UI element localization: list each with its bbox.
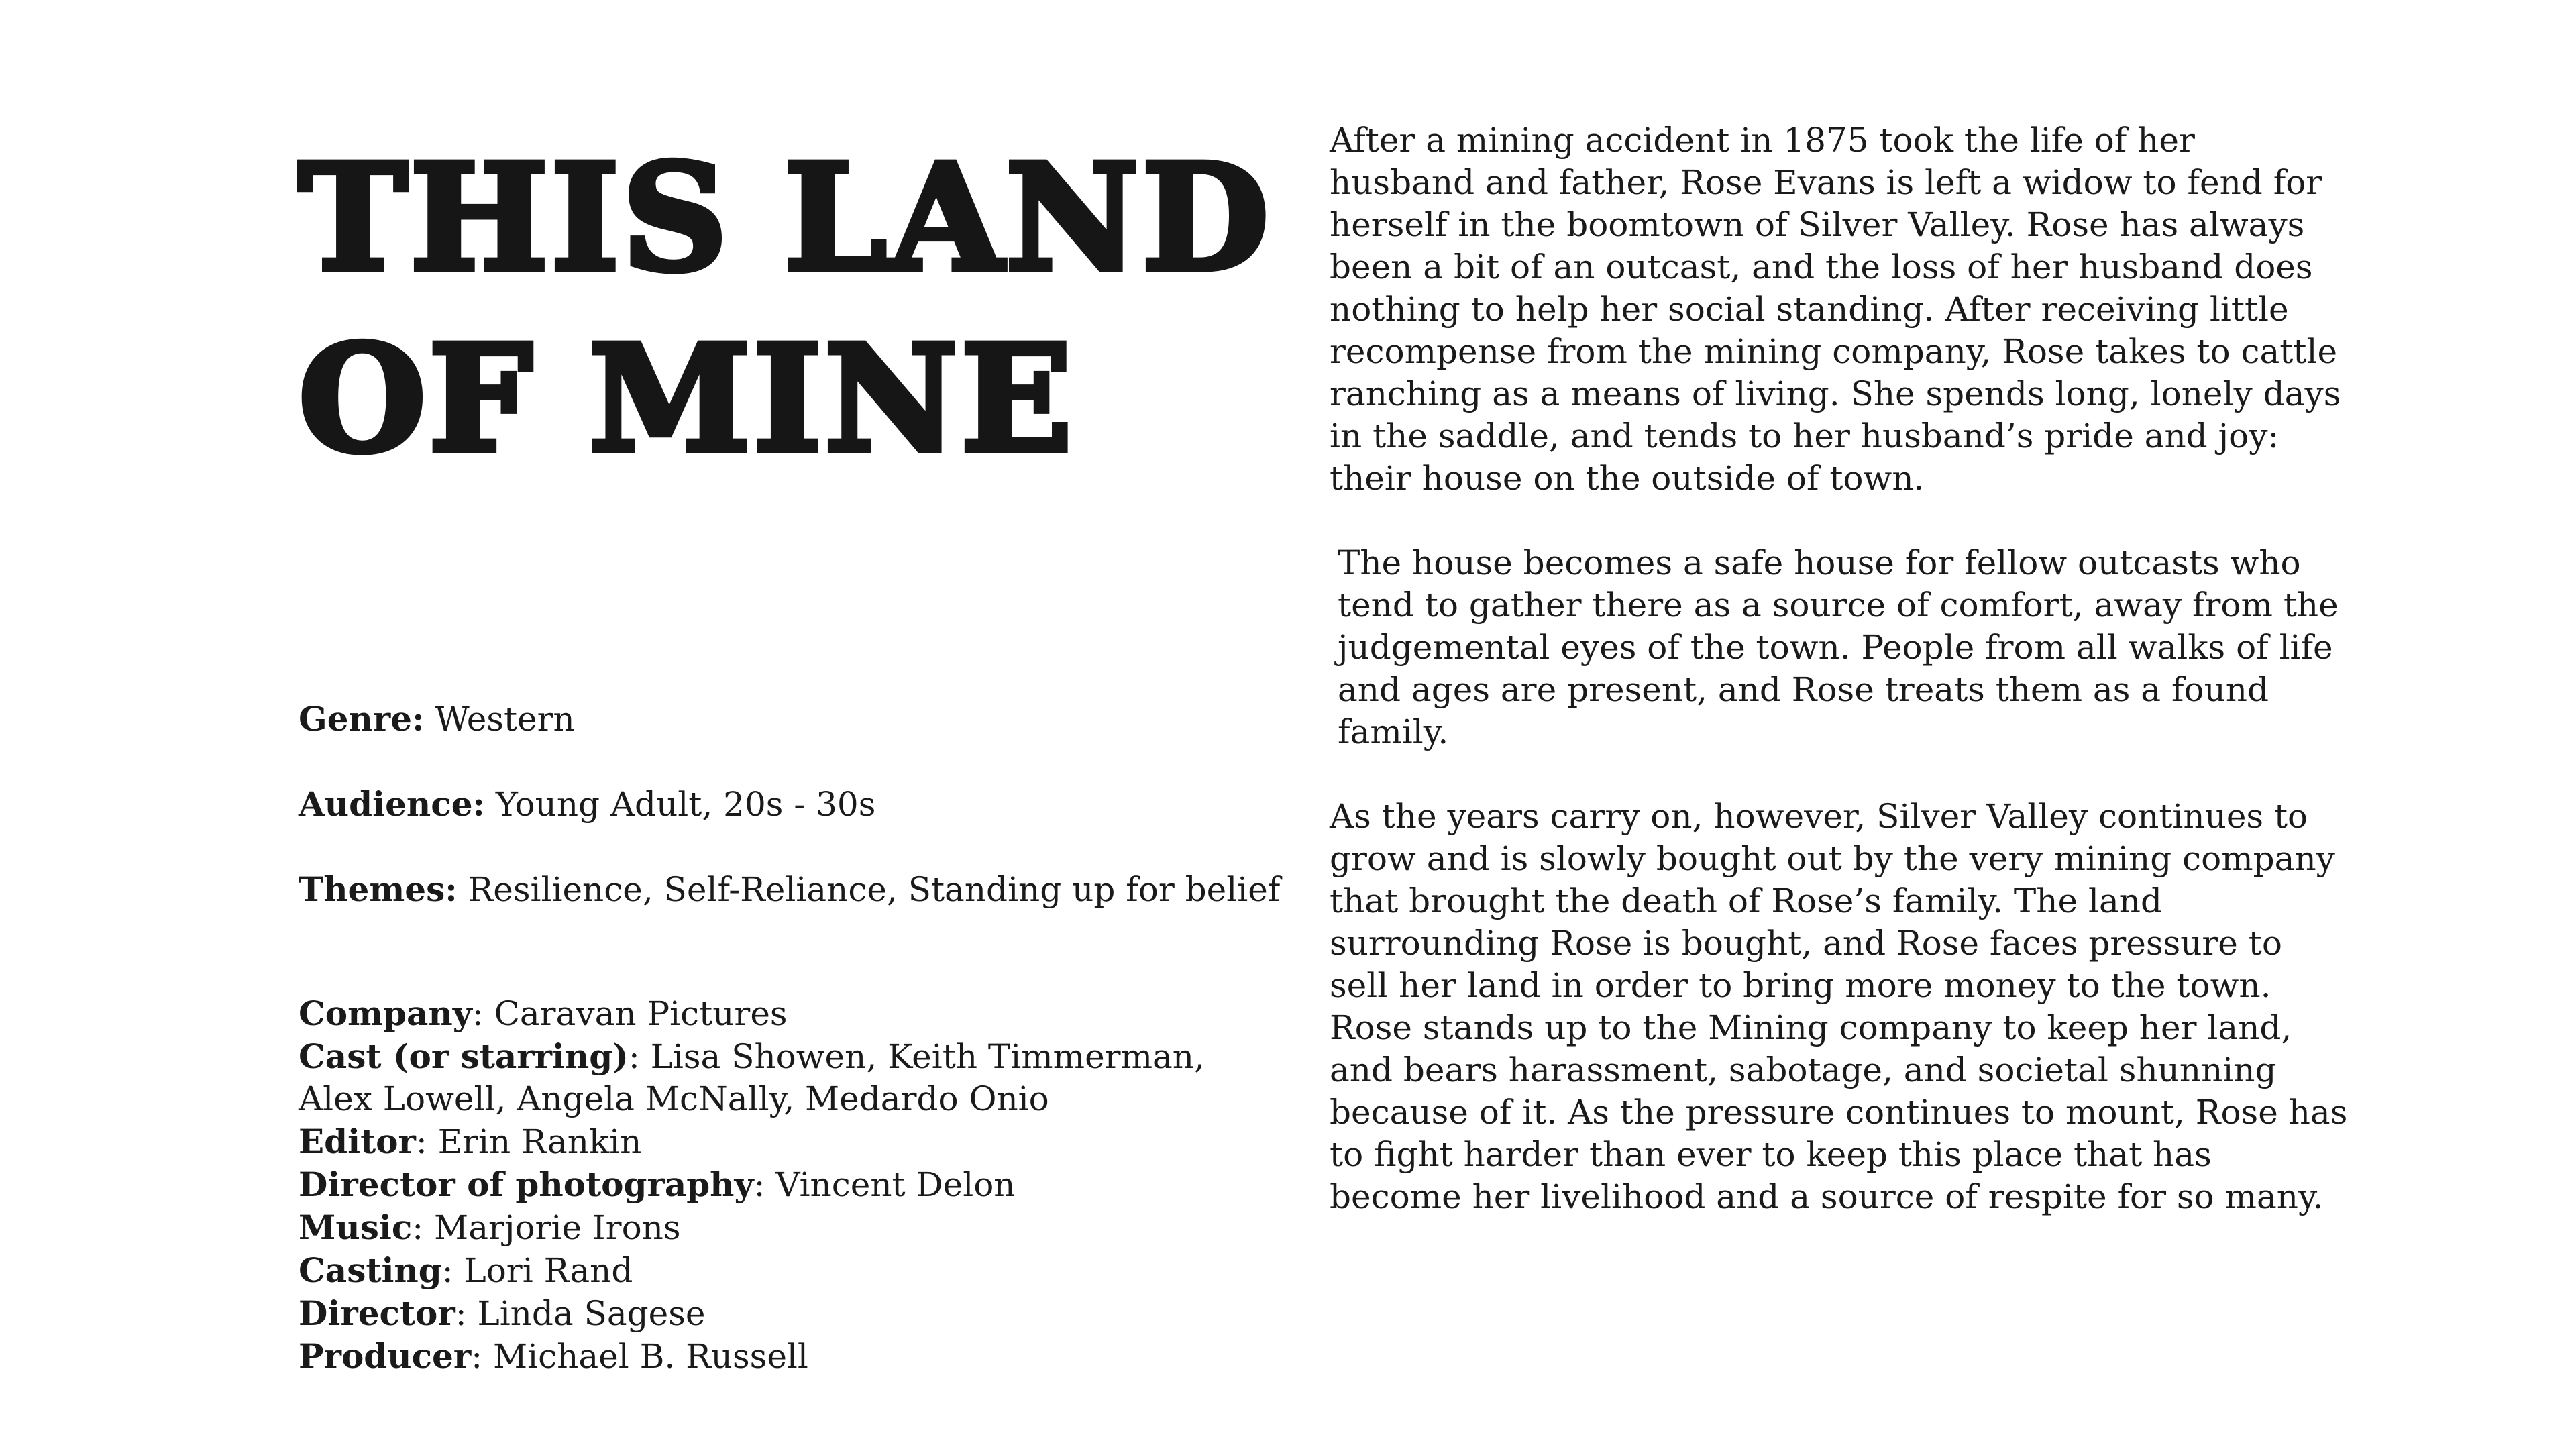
credit-value: : Michael B. Russell bbox=[471, 1337, 808, 1376]
page-title bbox=[299, 127, 1271, 490]
synopsis bbox=[1330, 119, 2349, 1260]
credit-label: Director of photography bbox=[299, 1165, 754, 1204]
credit-value: : Linda Sagese bbox=[455, 1294, 706, 1333]
credit-value: : Vincent Delon bbox=[753, 1165, 1016, 1204]
audience-label: Audience: bbox=[299, 784, 485, 824]
credit-label: Casting bbox=[299, 1250, 442, 1290]
genre-label: Genre: bbox=[299, 699, 425, 739]
credit-value: : Caravan Pictures bbox=[472, 994, 788, 1033]
credit-label: Music bbox=[299, 1208, 413, 1247]
credit-casting bbox=[299, 1249, 1271, 1292]
credits-list bbox=[299, 992, 1271, 1378]
credit-music bbox=[299, 1206, 1271, 1249]
audience-value: Young Adult, 20s - 30s bbox=[484, 785, 876, 824]
credit-dop bbox=[299, 1163, 1271, 1206]
credit-cast-continued bbox=[299, 1078, 1271, 1120]
synopsis-paragraph-3: As the years carry on, however, Silver Valley continues to grow and is slowly bought out by the very mining company that brought the death of Rose’s family. The land surrounding Rose is bought, and Rose faces pressure to sell her land in order to bring more money to the town. Rose stands up to the Mining company to keep her land, and bears harassment, sabotage, and societal shunning because of it. As the pressure continues to mount, Rose has to fight harder than ever to keep this place that has become her livelihood and a source of respite for so many. bbox=[1330, 797, 2348, 1216]
title-line-2: OF MINE bbox=[299, 313, 1075, 485]
audience-row bbox=[299, 783, 1271, 826]
credit-value: : Marjorie Irons bbox=[412, 1208, 681, 1247]
themes-label: Themes: bbox=[299, 869, 458, 909]
credit-cast bbox=[299, 1035, 1271, 1078]
themes-value: Resilience, Self-Reliance, Standing up for belief bbox=[457, 870, 1281, 909]
genre-value: Western bbox=[424, 700, 575, 739]
synopsis-paragraph-2: The house becomes a safe house for fellow outcasts who tend to gather there as a source of comfort, away from the judgemental eyes of the town. People from all walks of life and ages are present, and Rose treats them as a found family. bbox=[1338, 543, 2339, 751]
credit-label: Producer bbox=[299, 1336, 472, 1376]
credit-value: : Lisa Showen, Keith Timmerman, bbox=[628, 1037, 1205, 1076]
credit-editor bbox=[299, 1120, 1271, 1163]
themes-row bbox=[299, 868, 1281, 911]
credit-value: : Lori Rand bbox=[441, 1251, 633, 1290]
genre-row bbox=[299, 698, 1271, 741]
credit-director bbox=[299, 1292, 1271, 1335]
credit-label: Editor bbox=[299, 1122, 416, 1161]
credit-producer bbox=[299, 1335, 1271, 1378]
credit-value: : Erin Rankin bbox=[415, 1122, 642, 1161]
title-line-1: THIS LAND bbox=[299, 132, 1272, 304]
credit-company bbox=[299, 992, 1271, 1035]
synopsis-paragraph-1: After a mining accident in 1875 took the life of her husband and father, Rose Evans is left a widow to fend for herself in the boomtown of Silver Valley. Rose has always been a bit of an outcast, and the loss of her husband does nothing to help her social standing. After receiving little recompense from the mining company, Rose takes to cattle ranching as a means of living. She spends long, lonely days in the saddle, and tends to her husband’s pride and joy: their house on the outside of town. bbox=[1330, 121, 2341, 498]
credit-label: Director bbox=[299, 1293, 455, 1333]
credit-label: Cast (or starring) bbox=[299, 1036, 629, 1076]
credit-label: Company bbox=[299, 994, 472, 1033]
credit-value: Alex Lowell, Angela McNally, Medardo Onio bbox=[299, 1079, 1049, 1118]
film-details bbox=[299, 698, 1281, 1378]
